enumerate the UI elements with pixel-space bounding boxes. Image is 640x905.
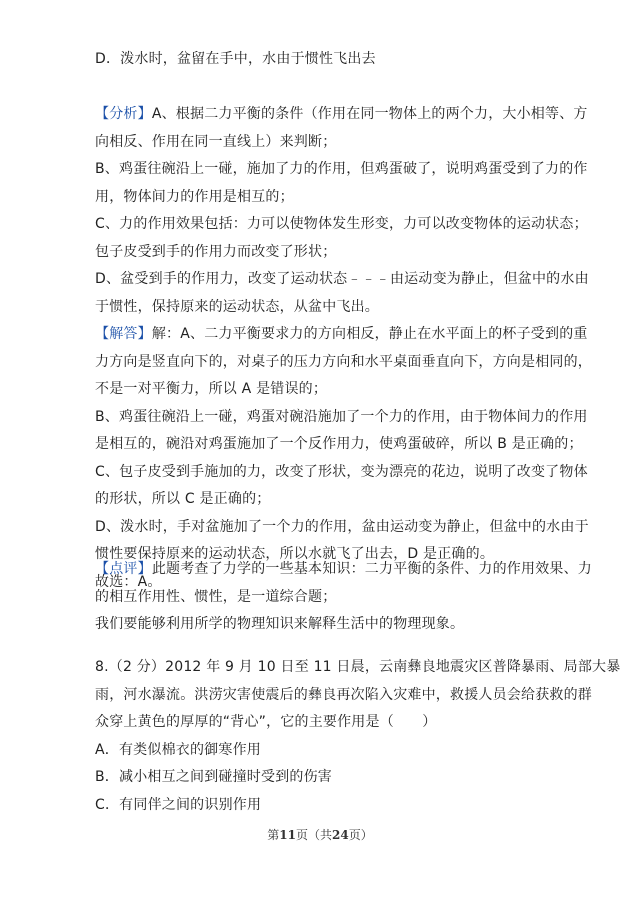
comment-section bbox=[95, 556, 593, 639]
solution-line-9: 惯性要保持原来的运动状态，所以水就飞了出去，D 是正确的。 bbox=[95, 546, 495, 562]
question-8-stem-2: 雨，河水瀑流。洪涝灾害使震后的彝良再次陷入灾难中，救援人员会给获救的群 bbox=[95, 686, 592, 703]
analysis-line-4: 用，物体间力的作用是相互的； bbox=[95, 188, 294, 205]
comment-line-3: 我们要能够利用所学的物理知识来解释生活中的物理现象。 bbox=[95, 616, 465, 632]
analysis-line-3: B、鸡蛋往碗沿上一碰，施加了力的作用，但鸡蛋破了，说明鸡蛋受到了力的作 bbox=[95, 161, 588, 177]
analysis-line-2: 向相反、作用在同一直线上）来判断； bbox=[95, 133, 337, 150]
solution-line-3: 不是一对平衡力，所以 A 是错误的； bbox=[95, 381, 328, 397]
analysis-line-8: 于惯性，保持原来的运动状态，从盆中飞出。 bbox=[95, 298, 379, 315]
question-8-stem-3: 众穿上黄色的厚厚的“背心”，它的主要作用是（ ） bbox=[95, 714, 437, 730]
analysis-section bbox=[95, 101, 589, 321]
option-a: A．有类似棉衣的御寒作用 bbox=[95, 741, 261, 758]
page-number: 11 bbox=[279, 828, 296, 842]
comment-line-1: 【点评】此题考查了力学的一些基本知识：二力平衡的条件、力的作用效果、力 bbox=[95, 561, 593, 577]
option-d-text: D．泼水时，盆留在手中，水由于惯性飞出去 bbox=[95, 51, 376, 67]
solution-section bbox=[95, 321, 593, 596]
solution-line-5: 是相互的，碗沿对鸡蛋施加了一个反作用力，使鸡蛋破碎，所以 B 是正确的； bbox=[95, 436, 583, 452]
page-total: 24 bbox=[332, 828, 349, 842]
comment-tag: 【点评】 bbox=[95, 561, 152, 577]
solution-line-4: B、鸡蛋往碗沿上一碰，鸡蛋对碗沿施加了一个力的作用，由于物体间力的作用 bbox=[95, 408, 588, 425]
solution-line-1: 【解答】解：A、二力平衡要求力的方向相反，静止在水平面上的杯子受到的重 bbox=[95, 326, 588, 342]
solution-line-7: 的形状，所以 C 是正确的； bbox=[95, 491, 271, 507]
page-footer: 第11页（共24页） bbox=[267, 828, 373, 842]
solution-line-8: D、泼水时，手对盆施加了一个力的作用，盆由运动变为静止，但盆中的水由于 bbox=[95, 518, 589, 535]
solution-line-2: 力方向是竖直向下的，对桌子的压力方向和水平桌面垂直向下，方向是相同的， bbox=[95, 353, 592, 370]
solution-line-6: C、包子皮受到手施加的力，改变了形状，变为漂亮的花边，说明了改变了物体 bbox=[95, 463, 588, 480]
analysis-line-5: C、力的作用效果包括：力可以使物体发生形变，力可以改变物体的运动状态； bbox=[95, 216, 588, 232]
option-c: C．有同伴之间的识别作用 bbox=[95, 796, 262, 813]
solution-tag: 【解答】 bbox=[95, 326, 152, 342]
analysis-tag: 【分析】 bbox=[95, 106, 152, 122]
comment-line-2: 的相互作用性、惯性，是一道综合题； bbox=[95, 588, 337, 605]
analysis-line-7: D、盆受到手的作用力，改变了运动状态﹣﹣﹣由运动变为静止，但盆中的水由 bbox=[95, 271, 589, 287]
question-8 bbox=[95, 654, 621, 819]
analysis-line-6: 包子皮受到手的作用力而改变了形状； bbox=[95, 243, 337, 260]
analysis-line-1: 【分析】A、根据二力平衡的条件（作用在同一物体上的两个力，大小相等、方 bbox=[95, 106, 588, 122]
question-8-stem-1: 8.（2 分）2012 年 9 月 10 日至 11 日晨，云南彝良地震灾区普降暴雨、局部大暴 bbox=[95, 659, 621, 675]
prev-question-options bbox=[95, 46, 565, 74]
solution-answer: 故选：A。 bbox=[95, 573, 162, 590]
option-b: B．减小相互之间到碰撞时受到的伤害 bbox=[95, 769, 333, 785]
